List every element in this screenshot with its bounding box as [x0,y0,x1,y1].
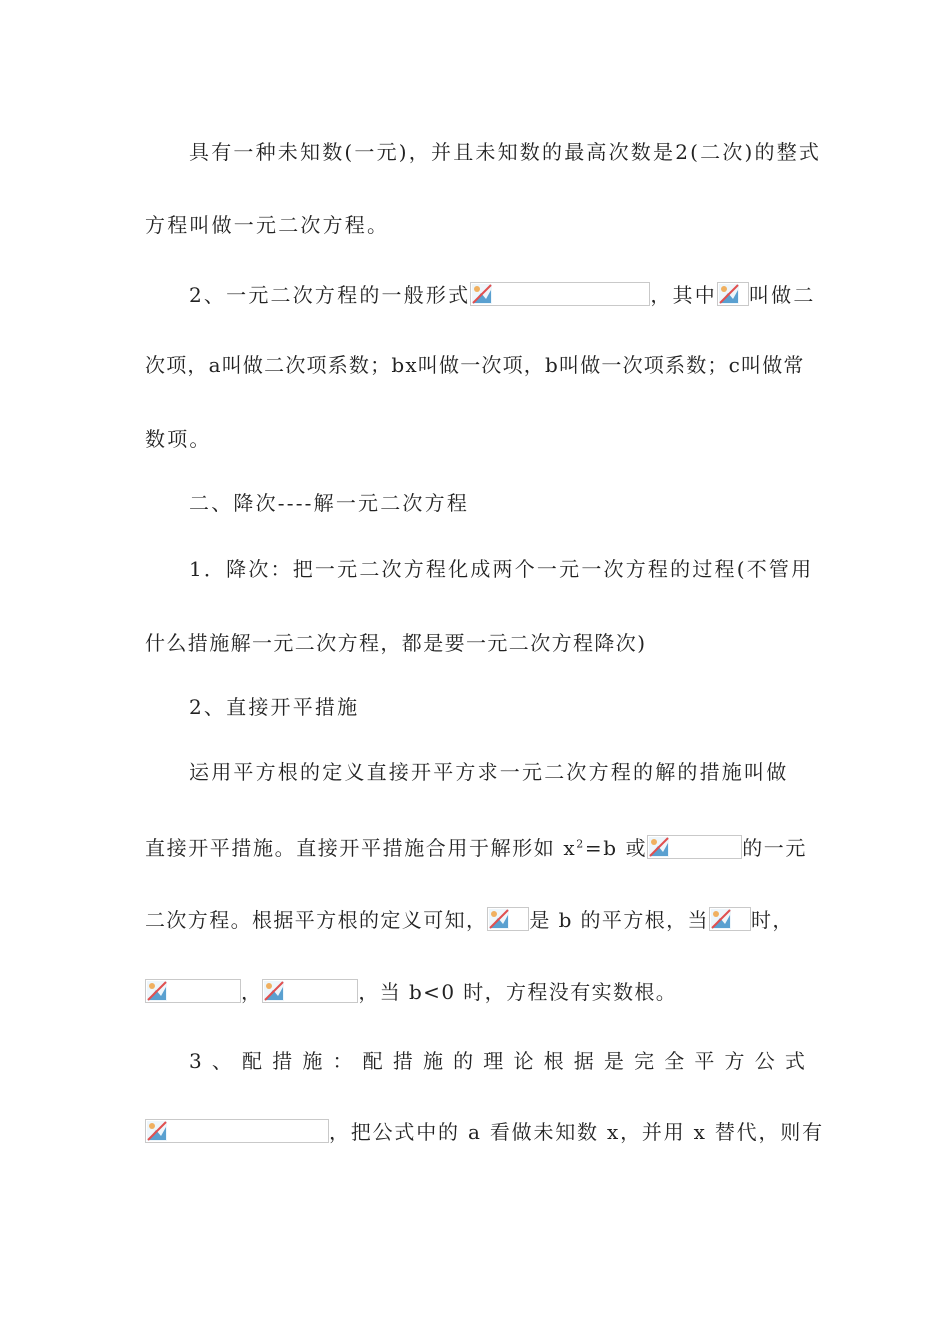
broken-image-icon [649,837,669,857]
text-segment: =b 或 [584,836,648,860]
char: 方 [724,1049,745,1073]
formula-image-general-form [470,282,650,306]
paragraph-line-12 [145,906,805,934]
text-segment: ， [241,980,263,1004]
char: 施 [422,1049,443,1073]
text-segment: ，当 b<0 时，方程没有实数根。 [358,980,678,1004]
broken-image-icon [711,909,731,929]
char: 、 [211,1049,232,1073]
text-segment: 是 b 的平方根，当 [529,908,709,932]
paragraph-line-1: 具有一种未知数(一元)，并且未知数的最高次数是2(二次)的整式 [189,140,822,164]
formula-image-root-2 [262,979,358,1003]
char: 全 [664,1049,685,1073]
char: 公 [754,1049,775,1073]
formula-image-b-ge-0 [709,907,751,931]
paragraph-line-15 [145,1118,824,1146]
text-segment: 叫做二 [748,283,816,307]
text-segment: 时， [750,908,794,932]
paragraph-line-5: 数项。 [145,427,212,451]
paragraph-line-13 [145,978,805,1006]
paragraph-line-7: 1．降次：把一元二次方程化成两个一元一次方程的过程(不管用 [189,557,814,581]
section-heading: 二、降次----解一元二次方程 [189,491,470,515]
paragraph-line-11 [145,834,805,862]
text-segment: 直接开平措施。直接开平措施合用于解形如 x [145,836,577,860]
char: 是 [603,1049,624,1073]
broken-image-icon [472,284,492,304]
char: 配 [362,1049,383,1073]
broken-image-icon [147,981,167,1001]
char: 配 [242,1049,263,1073]
broken-image-icon [719,284,739,304]
formula-image-perfect-square [145,1119,329,1143]
char: 式 [784,1049,805,1073]
superscript: 2 [576,837,585,851]
char: 的 [453,1049,474,1073]
formula-image-x [487,907,529,931]
char: 3 [189,1049,202,1073]
formula-image-ax2 [717,282,749,306]
char: 平 [694,1049,715,1073]
broken-image-icon [489,909,509,929]
paragraph-line-3 [189,281,816,309]
char: ： [332,1049,353,1073]
char: 完 [634,1049,655,1073]
paragraph-line-4: 次项，a叫做二次项系数；bx叫做一次项，b叫做一次项系数；c叫做常 [145,353,805,377]
char: 理 [483,1049,504,1073]
text-segment: 二次方程。根据平方根的定义可知， [145,908,488,932]
text-segment: 2、一元二次方程的一般形式 [189,283,471,307]
char: 据 [573,1049,594,1073]
formula-image-mx-n [647,835,742,859]
char: 论 [513,1049,534,1073]
paragraph-line-14 [189,1047,805,1075]
text-segment: ，把公式中的 a 看做未知数 x，并用 x 替代，则有 [329,1120,824,1144]
paragraph-line-10: 运用平方根的定义直接开平方求一元二次方程的解的措施叫做 [189,760,789,784]
subsection-heading: 2、直接开平措施 [189,695,360,719]
paragraph-line-8: 什么措施解一元二次方程，都是要一元二次方程降次) [145,631,647,655]
text-segment: ，其中 [650,283,717,307]
text-segment: 的一元 [742,836,807,860]
formula-image-root-1 [145,979,241,1003]
char: 施 [302,1049,323,1073]
paragraph-line-2: 方程叫做一元二次方程。 [145,213,390,237]
broken-image-icon [147,1121,167,1141]
char: 措 [272,1049,293,1073]
char: 根 [543,1049,564,1073]
broken-image-icon [264,981,284,1001]
char: 措 [392,1049,413,1073]
